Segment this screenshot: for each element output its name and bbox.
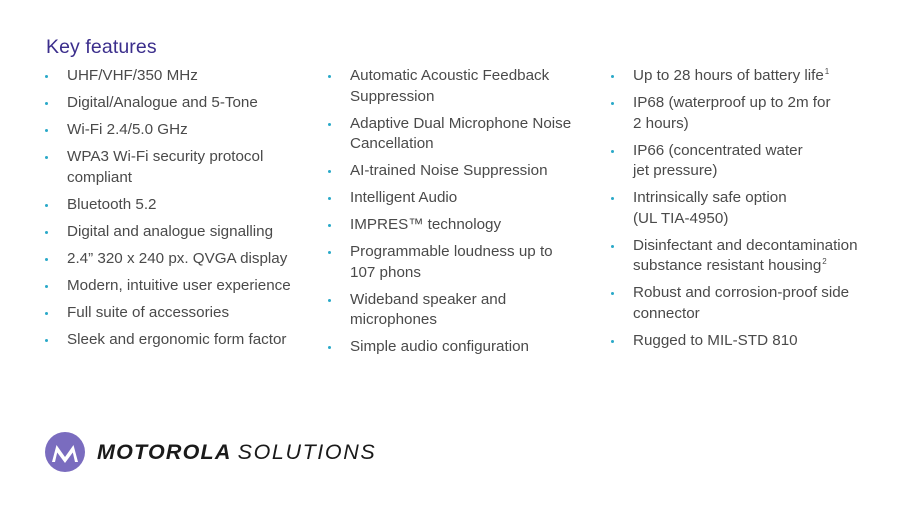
feature-item [610,283,900,324]
feature-item [327,161,597,182]
feature-item [327,215,597,236]
feature-text: Wi-Fi 2.4/5.0 GHz [67,121,188,138]
feature-text: Rugged to MIL-STD 810 [633,331,798,349]
feature-text: UHF/VHF/350 MHz [67,67,198,84]
feature-item [327,337,597,358]
bullet-icon [328,75,331,78]
bullet-icon [611,340,614,343]
feature-text: Disinfectant and decontamination substance resistant housing [633,236,858,274]
feature-item [610,188,900,229]
feature-text: Programmable loudness up to 107 phons [350,243,553,281]
feature-text: Robust and corrosion-proof side connector [633,284,850,322]
bullet-icon [611,245,614,248]
feature-text: Digital/Analogue and 5-Tone [67,94,258,111]
bullet-icon [328,197,331,200]
feature-text: Intrinsically safe option (UL TIA-4950) [633,189,787,227]
feature-item [44,303,314,324]
bullet-icon [328,251,331,254]
bullet-icon [328,299,331,302]
feature-text: IP66 (concentrated water jet pressure) [633,141,803,179]
feature-text: Intelligent Audio [350,189,458,206]
bullet-icon [611,75,614,78]
feature-text: Modern, intuitive user experience [67,276,291,294]
motorola-batwing-icon [45,432,85,472]
bullet-icon [611,292,614,295]
bullet-icon [328,123,331,126]
bullet-icon [45,285,48,288]
feature-column-1 [44,66,314,357]
feature-item [610,236,900,277]
bullet-icon [45,129,48,132]
feature-text: Adaptive Dual Microphone Noise Cancellation [350,114,572,152]
bullet-icon [611,150,614,153]
feature-text: Wideband speaker and microphones [350,290,507,328]
feature-text: Automatic Acoustic Feedback Suppression [350,67,550,105]
feature-text: IP68 (waterproof up to 2m for 2 hours) [633,94,831,132]
footnote-marker: 1 [824,67,830,76]
feature-text: Up to 28 hours of battery life [633,67,824,84]
feature-item [44,93,314,114]
feature-item [327,188,597,209]
feature-item [44,276,314,297]
feature-item [44,120,314,141]
feature-text: Digital and analogue signalling [67,222,274,240]
motorola-solutions-logo [45,432,376,472]
bullet-icon [328,224,331,227]
feature-text: Full suite of accessories [67,303,230,321]
feature-item [44,66,314,87]
feature-text: Simple audio configuration [350,338,529,355]
logo-wordmark-solutions: SOLUTIONS [237,439,377,464]
feature-column-3 [610,66,900,358]
bullet-icon [45,339,48,342]
bullet-icon [45,231,48,234]
bullet-icon [45,258,48,261]
feature-text: Sleek and ergonomic form factor [67,330,287,348]
logo-wordmark-motorola: MOTOROLA [97,439,232,464]
feature-column-2 [327,66,597,364]
bullet-icon [45,156,48,159]
bullet-icon [45,312,48,315]
bullet-icon [45,102,48,105]
feature-text: Bluetooth 5.2 [67,195,157,213]
feature-item [44,249,314,270]
bullet-icon [45,204,48,207]
feature-item [610,66,900,87]
feature-text: 2.4” 320 x 240 px. QVGA display [67,249,288,267]
feature-item [610,331,900,352]
feature-item [610,93,900,134]
feature-text: WPA3 Wi-Fi security protocol compliant [67,148,264,186]
logo-wordmark [97,440,376,465]
feature-item [610,141,900,182]
feature-item [327,114,597,155]
feature-item [327,242,597,283]
bullet-icon [611,197,614,200]
feature-item [44,195,314,216]
feature-item [44,147,314,188]
feature-text: IMPRES™ technology [350,216,502,233]
bullet-icon [611,102,614,105]
feature-text: AI-trained Noise Suppression [350,162,548,179]
page-heading: Key features [46,36,157,58]
bullet-icon [45,75,48,78]
bullet-icon [328,346,331,349]
feature-item [327,66,597,107]
bullet-icon [328,170,331,173]
footnote-marker: 2 [822,257,827,266]
feature-item [44,222,314,243]
feature-item [44,330,314,351]
feature-item [327,290,597,331]
